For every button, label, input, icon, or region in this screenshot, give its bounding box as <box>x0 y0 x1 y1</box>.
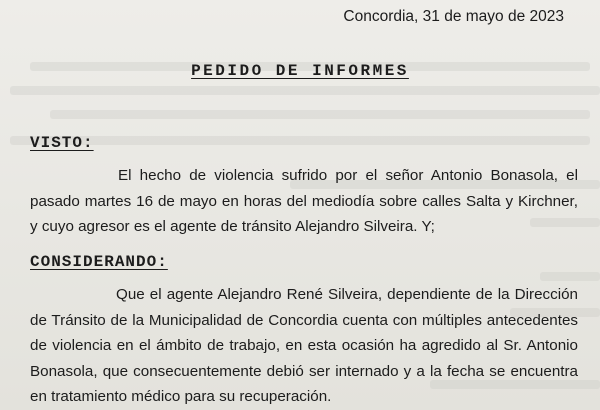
considerando-paragraph <box>30 282 578 410</box>
visto-paragraph <box>30 163 578 240</box>
document-title-text: PEDIDO DE INFORMES <box>191 62 409 80</box>
visto-text: El hecho de violencia sufrido por el señor Antonio Bonasola, el pasado martes 16 de mayo en horas del mediodía sobre calles Salta y Kirchner, y cuyo agresor es el agente de tránsito Alejandro Silveira. Y; <box>30 167 578 235</box>
document-title <box>0 62 600 80</box>
considerando-heading: CONSIDERANDO: <box>30 253 168 271</box>
document-date: Concordia, 31 de mayo de 2023 <box>343 8 564 25</box>
considerando-text: Que el agente Alejandro René Silveira, dependiente de la Dirección de Tránsito de la Municipalidad de Concordia cuenta con múltiples antecedentes de violencia en el ámbito de trabajo, en esta ocasión ha agredido al Sr. Antonio Bonasola, que consecuentemente debió ser internado y a la fecha se encuentra en tratamiento médico para su recuperación. <box>30 286 578 405</box>
visto-heading: VISTO: <box>30 134 94 152</box>
